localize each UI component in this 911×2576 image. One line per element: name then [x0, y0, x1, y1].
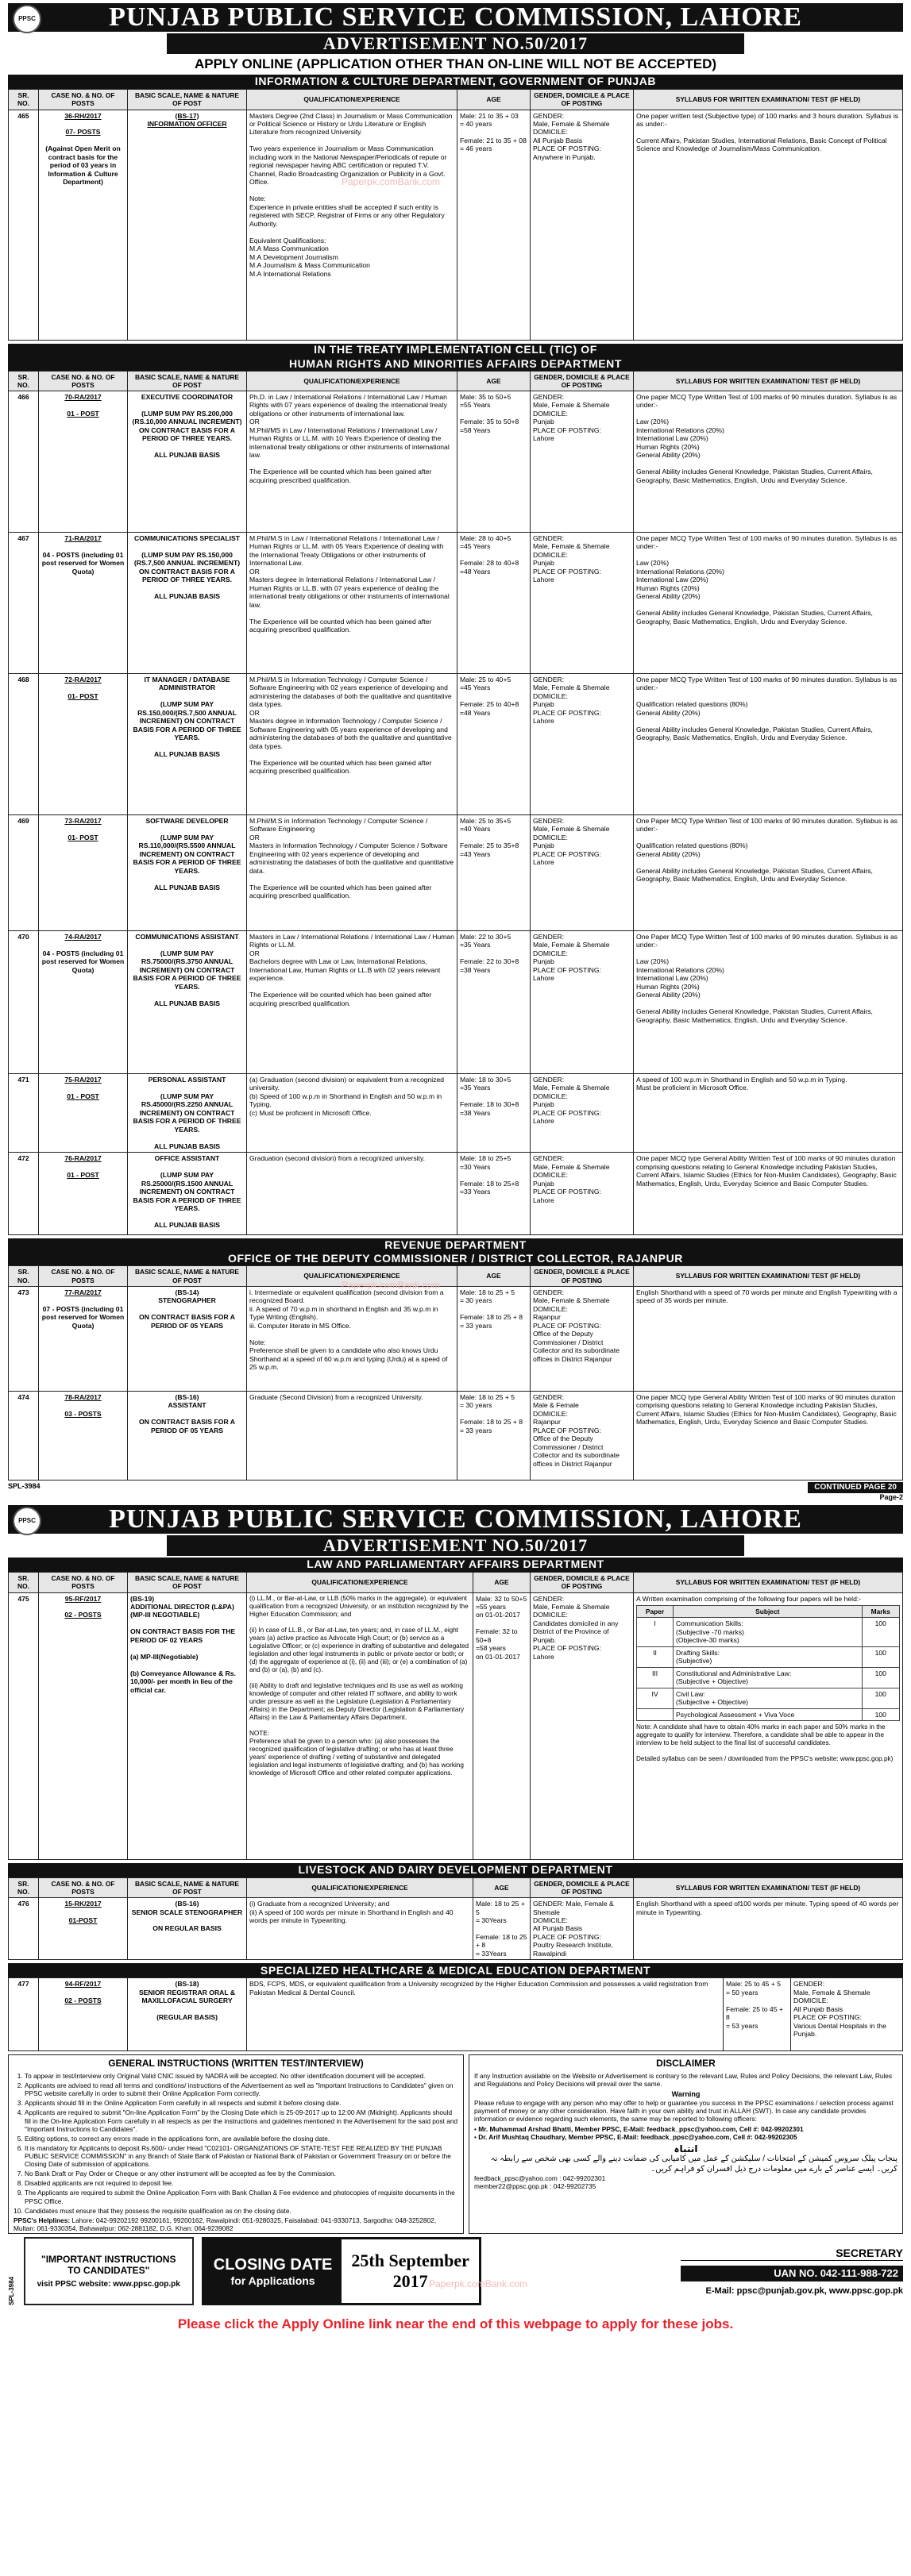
papers-table: Paper Subject Marks I Communication Skills: (Subjective -70 marks) (Objective-30 marks) 100 II Drafting Skills: (Subjective) 100 III Constitutional and Administrative Law: (Subjective + Objective) 100 IV Civil Law: (Subjective + Objective) 100 Psychological Assessment + Viva Voce 100 [636, 1605, 900, 1721]
commission-banner [8, 1505, 903, 1534]
department-heading: INFORMATION & CULTURE DEPARTMENT, GOVERNMENT OF PUNJAB [8, 75, 903, 89]
table-header: SR. NO. CASE NO. & NO. OF POSTS BASIC SCALE, NAME & NATURE OF POST QUALIFICATION/EXPERIENCE AGE GENDER, DOMICILE & PLACE OF POSTING SYLLABUS FOR WRITTEN EXAMINATION/ TEST (IF HELD) [9, 1573, 903, 1593]
watermark-text: Paperpk.comBank.com [342, 1280, 441, 1291]
instructions-section [8, 2054, 903, 2234]
disclaimer-box: DISCLAIMER If any Instruction available on the Website or Advertisement is contrary to the relevant Law, Rules and Policy Decisions, the relevant Law, Rules and Regulations and Policy Decisions will prevail over the same. Warning Please refuse to engage with any person who may offer to help or guarantee you success in the PPSC examinations / selection process against payment of money or any other consideration. Have faith in your own ability and trust in ALLAH (SWT). In case any candidate provides information or evidence regarding such elements, the same may be reported to following officers: • Mr. Muhammad Arshad Bhatti, Member PPSC, E-Mail: feedback_ppsc@yahoo.com, Cell #: 042-99202301 • Dr. Arif Mushtaq Chaudhary, Member PPSC, E-Mail: feedback_ppsc@yahoo.com, Cell #: 042-99202305 انتباہ پنجاب پبلک سروس کمیشن کے امتحانات / سلیکشن کے عمل میں کامیابی کی ضمانت دینے والے کسی بھی شخص سے رابطہ نہ کریں۔ ایسے عناصر کے بارے میں معلومات درج ذیل افسران کو فراہم کریں۔ feedback_ppsc@yahoo.com : 042-99202301 member22@ppsc.gop.pk : 042-99202735 [469, 2054, 903, 2234]
table-row: 470 74-RA/2017 04 - POSTS (including 01 post reserved for Women Quota) COMMUNICATIONS ASSISTANT (LUMP SUM PAY RS.75000/(RS.3750 ANNUAL INCREMENT) ON CONTRACT BASIS FOR A PERIOD OF THREE YEARS. ALL PUNJAB BASIS Masters in Law / International Relations / International Law / Human Rights or LL.M. OR Bachelors degree with Law or Law, International Relations, International Law, Human Rights or LL.B with 02 years relevant experience. The Experience will be counted which has been gained after acquiring prescribed qualification. Male: 22 to 30+5 =35 Years Female: 22 to 30+8 =38 Years GENDER: Male, Female & Shemale DOMICILE: Punjab PLACE OF POSTING: Lahore One Paper MCQ Type Written Test of 100 marks of 90 minutes duration. Syllabus is as under:- Law (20%) International Relations (20%) International Law (20%) Human Rights (20%) General Ability (20%) General Ability includes General Knowledge, Pakistan Studies, Current Affairs, Geography, Basic Mathematics, English, Urdu and Everyday Science. [9, 931, 903, 1074]
paper-row: II Drafting Skills: (Subjective) 100 [637, 1646, 900, 1667]
ppsc-logo: PPSC [13, 1507, 41, 1535]
apply-online-notice: APPLY ONLINE (APPLICATION OTHER THAN ON-LINE WILL NOT BE ACCEPTED) [194, 56, 717, 71]
department-heading: IN THE TREATY IMPLEMENTATION CELL (TIC) OF HUMAN RIGHTS AND MINORITIES AFFAIRS DEPARTMENT [8, 344, 903, 371]
posts-table [8, 89, 903, 341]
posts-table [8, 1572, 903, 1860]
department-heading: LIVESTOCK AND DAIRY DEVELOPMENT DEPARTMENT [8, 1863, 903, 1877]
posts-table [8, 1877, 903, 1961]
continued-label: CONTINUED PAGE 20 [808, 1482, 903, 1493]
table-header: SR. NO. CASE NO. & NO. OF POSTS BASIC SCALE, NAME & NATURE OF POST QUALIFICATION/EXPERIENCE AGE GENDER, DOMICILE & PLACE OF POSTING SYLLABUS FOR WRITTEN EXAMINATION/ TEST (IF HELD) [9, 371, 903, 391]
department-heading: SPECIALIZED HEALTHCARE & MEDICAL EDUCATION DEPARTMENT [8, 1963, 903, 1977]
closing-date-box: CLOSING DATE for Applications 25th September 2017 [202, 2237, 481, 2305]
advertisement-number: ADVERTISEMENT NO.50/2017 [167, 1535, 744, 1556]
page-number: Page-2 [879, 1493, 903, 1502]
ad-code: SPL-3984 [8, 1481, 41, 1490]
table-row: 469 73-RA/2017 01- POST SOFTWARE DEVELOPER (LUMP SUM PAY RS.110,000/(RS.5500 ANNUAL INCREMENT) ON CONTRACT BASIS FOR A PERIOD OF THREE YEARS. ALL PUNJAB BASIS M.Phil/M.S in Information Technology / Computer Science / Software Engineering OR Masters in Information Technology / Computer Science / Software Engineering with 02 years experience of developing and administrating the databases of both the qualitative and quantitative data. The Experience will be counted which has been gained after acquiring prescribed qualification. Male: 25 to 35+5 =40 Years Female: 25 to 35+8 =43 Years GENDER: Male, Female & Shemale DOMICILE: Punjab PLACE OF POSTING: Lahore One Paper MCQ Type Written Test of 100 marks of 90 minutes duration. Syllabus is as under:- Qualification related questions (80%) General Ability (20%) General Ability includes General Knowledge, Pakistan Studies, Current Affairs, Geography, Basic Mathematics, English, Urdu and Everyday Science. [9, 815, 903, 931]
table-header: SR. NO. CASE NO. & NO. OF POSTS BASIC SCALE, NAME & NATURE OF POST QUALIFICATION/EXPERIENCE AGE GENDER, DOMICILE & PLACE OF POSTING SYLLABUS FOR WRITTEN EXAMINATION/ TEST (IF HELD) [9, 90, 903, 110]
table-header: SR. NO. CASE NO. & NO. OF POSTS BASIC SCALE, NAME & NATURE OF POST QUALIFICATION/EXPERIENCE AGE GENDER, DOMICILE & PLACE OF POSTING SYLLABUS FOR WRITTEN EXAMINATION/ TEST (IF HELD) [9, 1266, 903, 1287]
ppsc-logo: PPSC [13, 5, 41, 33]
commission-banner [8, 3, 903, 32]
department-heading: LAW AND PARLIAMENTARY AFFAIRS DEPARTMENT [8, 1558, 903, 1572]
table-row: 477 94-RF/2017 02 - POSTS (BS-18) SENIOR REGISTRAR ORAL & MAXILLOFACIAL SURGERY (REGULAR BASIS) BDS, FCPS, MDS, or equivalent qualification from a University recognized by the Higher Education Commission and possesses a valid registration from Pakistan Medical & Dental Council. Male: 25 to 45 + 5 = 50 years Female: 25 to 45 + 8 = 53 years GENDER: Male, Female & Shemale DOMICILE: All Punjab Basis PLACE OF POSTING: Various Dental Hospitals in the Punjab. [9, 1978, 903, 2051]
paper-row: IV Civil Law: (Subjective + Objective) 100 [637, 1688, 900, 1708]
table-row: 476 15-RK/2017 01-POST (BS-16) SENIOR SCALE STENOGRAPHER ON REGULAR BASIS (i) Graduate from a recognized University; and (ii) A speed of 100 words per minute in Shorthand in English and 40 words per minute in Typewriting. Male: 18 to 25 + 5 = 30Years Female: 18 to 25 + 8 = 33Years GENDER: Male, Female & Shemale DOMICILE: All Punjab Basis PLACE OF POSTING: Poultry Research Institute, Rawalpindi English Shorthand with a speed of100 words per minute. Typing speed of 40 words per minute in Typewriting. [9, 1898, 903, 1960]
commission-title: PUNJAB PUBLIC SERVICE COMMISSION, LAHORE [109, 1504, 802, 1534]
table-header: SR. NO. CASE NO. & NO. OF POSTS BASIC SCALE, NAME & NATURE OF POST QUALIFICATION/EXPERIENCE AGE GENDER, DOMICILE & PLACE OF POSTING SYLLABUS FOR WRITTEN EXAMINATION/ TEST (IF HELD) [9, 1877, 903, 1898]
paper-row: Psychological Assessment + Viva Voce 100 [637, 1708, 900, 1720]
table-row: 465 36-RH/2017 07- POSTS (Against Open Merit on contract basis for the period of 03 years in Information & Culture Department) (BS-17) INFORMATION OFFICER Masters Degree (2nd Class) in Journalism or Mass Communication or Political Science or History or Urdu Literature or English Literature from recognized University. Two years experience in Journalism or Mass Communication including work in the National Newspaper/Periodicals of repute or regional newspaper having ABC certification or reputed T.V. Channel, Radio Broadcasting Organization or Publicity in a Govt. Office. Note: Experience in private entities shall be accepted if such entity is registered with SECP, Registrar of Firms or any other Regulatory Authority. Equivalent Qualifications: M.A Mass Communication M.A Development Journalism M.A Journalism & Mass Communication M.A International Relations Male: 21 to 35 + 03 = 40 years Female: 21 to 35 + 08 = 46 years GENDER: Male, Female & Shemale DOMICILE: All Punjab Basis PLACE OF POSTING: Anywhere in Punjab. One paper written test (Subjective type) of 100 marks and 3 hours duration. Syllabus is as under:- Current Affairs, Pakistan Studies, International Relations, Basic Concept of Political Science and Knowledge of Journalism/Mass Communication. [9, 110, 903, 340]
table-row: 474 78-RA/2017 03 - POSTS (BS-16) ASSISTANT ON CONTRACT BASIS FOR A PERIOD OF 05 YEARS Graduate (Second Division) from a recognized University. Male: 18 to 25 + 5 = 30 years Female: 18 to 25 + 8 = 33 years GENDER: Male & Female DOMICILE: Rajanpur PLACE OF POSTING: Office of the Deputy Commissioner / District Collector and its subordinate offices in District Rajanpur One paper MCQ type General Ability Written Test of 100 marks of 90 minutes duration comprising questions relating to General Knowledge including Pakistan Studies, Current Affairs, Islamic Studies (Ethics for Non-Muslim Candidates), Geography, Basic Mathematics, English, Urdu, Everyday Science and Basic Computer Studies. [9, 1391, 903, 1480]
table-row: 467 71-RA/2017 04 - POSTS (including 01 post reserved for Women Quota) COMMUNICATIONS SPECIALIST (LUMP SUM PAY RS.150,000 (RS.7,500 ANNUAL INCREMENT) ON CONTRACT BASIS FOR A PERIOD OF THREE YEARS. ALL PUNJAB BASIS M.Phil/M.S in Law / International Relations / International Law / Human Rights or LL.M. with 05 Years Experience of dealing with the International Treaty Obligations or other instruments of International Law. OR Masters degree in International Relations / International Law / Human Rights or LL.B. with 07 years experience of dealing the international treaty obligations or other instruments of international law. The Experience will be counted which has been gained after acquiring prescribed qualification. Male: 28 to 40+5 =45 Years Female: 28 to 40+8 =48 Years GENDER: Male, Female & Shemale DOMICILE: Punjab PLACE OF POSTING: Lahore One paper MCQ Type Written Test of 100 marks of 90 minutes duration. Syllabus is as under:- Law (20%) International Relations (20%) International Law (20%) Human Rights (20%) General Ability (20%) General Ability includes General Knowledge, Pakistan Studies, Current Affairs, Geography, Basic Mathematics, English, Urdu and Everyday Science. [9, 533, 903, 674]
posts-table [8, 1977, 903, 2051]
paper-row: III Constitutional and Administrative Law: (Subjective + Objective) 100 [637, 1667, 900, 1688]
posts-table [8, 1265, 903, 1481]
watermark-text: Paperpk.comBank.com [342, 176, 441, 187]
table-row: 468 72-RA/2017 01- POST IT MANAGER / DATABASE ADMINISTRATOR (LUMP SUM PAY RS.150,000/(RS.7,500 ANNUAL INCREMENT) ON CONTRACT BASIS FOR A PERIOD OF THREE YEARS. ALL PUNJAB BASIS M.Phil/M.S in Information Technology / Computer Science / Software Engineering with 02 years experience of developing and administering the databases of both the qualitative and quantitative data types. OR Masters degree in Information Technology / Computer Science / Software Engineering with 05 years experience of developing and administering the databases of both the qualitative and quantitative data types. The Experience will be counted which has been gained after acquiring prescribed qualification. Male: 25 to 40+5 =45 Years Female: 25 to 40+8 =48 Years GENDER: Male, Female & Shemale DOMICILE: Punjab PLACE OF POSTING: Lahore One paper MCQ Type Written Test of 100 marks of 90 minutes duration. Syllabus is as under:- Qualification related questions (80%) General Ability (20%) General Ability includes General Knowledge, Pakistan Studies, Current Affairs, Geography, Basic Mathematics, English, Urdu and Everyday Science. [9, 674, 903, 815]
table-row: 473 77-RA/2017 07 - POSTS (including 01 post reserved for Women Quota) (BS-14) STENOGRAPHER ON CONTRACT BASIS FOR A PERIOD OF 05 YEARS i. Intermediate or equivalent qualification (second division from a recognized Board. ii. A speed of 70 w.p.m in shorthand in English and 35 w.p.m in Type Writing (English). iii. Computer literate in MS Office. Note: Preference shall be given to a candidate who also knows Urdu Shorthand at a speed of 60 w.p.m and typing (Urdu) at a speed of 25 w.p.m. Male: 18 to 25 + 5 = 30 years Female: 18 to 25 + 8 = 33 years GENDER: Male, Female & Shemale DOMICILE: Rajanpur PLACE OF POSTING: Office of the Deputy Commissioner / District Collector and its subordinate offices in District Rajanpur English Shorthand with a speed of 70 words per minute and English Typewriting with a speed of 35 words per minute. [9, 1286, 903, 1391]
posts-table [8, 371, 903, 1236]
paper-row: I Communication Skills: (Subjective -70 marks) (Objective-30 marks) 100 [637, 1618, 900, 1646]
table-row: 475 95-RF/2017 02 - POSTS (BS-19) ADDITIONAL DIRECTOR (L&PA) (MP-III NEGOTIABLE) ON CONTRACT BASIS FOR THE PERIOD OF 02 YEARS (a) MP-III(Negotiable) (b) Conveyance Allowance & Rs. 10,000/- per month in lieu of the official car. (i) LL.M., or Bar-at-Law, or LLB (50% marks in the aggregate), or equivalent qualification from a recognized University, or an institution recognized by the Higher Education Commission; and (ii) In case of LL.B., or Bar-at-Law, ten years; and, in case of LL.M., eight years (a) active practice as Advocate High Court; or (b) service as a Legislative Officer; or (c) experience in drafting of substantive and delegated legislation and other legal instruments in public or private sector or both; or (d) the aggregate of experience at (i), (ii) and (iii); or (e) a combination of (a) and (b) or (a), (b) and (c). (iii) Ability to draft and legislative techniques and its use as well as working knowledge of computer and other related IT software, and ability to work under pressure as well as the Legislature (Legislation & Parliamentary Affairs) in the Department; as Deputy Director (Legislation & Parliamentary Affairs) in the Law & Parliamentary Affairs Department. NOTE: Preference shall be given to a person who: (a) also possesses the recognized qualification of legislative drafting; or who has at least three years' experience of drafting / vetting of substantive and delegated legislation and legal instruments of legislative drafting; and (b) has working knowledge of Microsoft Office and other related computer applications. Male: 32 to 50+5 =55 years on 01-01-2017 Female: 32 to 50+8 =58 years on 01-01-2017 GENDER: Male, Female & Shemale DOMICILE: Candidates domiciled in any District of the Province of Punjab. PLACE OF POSTING: Lahore A Written examination comprising of the following four papers will be held:- Paper Subject Marks I Communication Skills: (Subjective -70 marks) (Objective-30 marks) 100 II Drafting Skills: (Subjective) 100 III Constitutional and Administrative Law: (Subjective + Objective) 100 IV Civil Law: (Subjective + Objective) 100 Psychological Assessment + Viva Voce 100 Note: A candidate shall have to obtain 40% marks in each paper and 50% marks in the aggregate to qualify for interview. Therefore, a candidate shall be able to appear in the interview to be held subject to the final list of successful candidates. Detailed syllabus can be seen / downloaded from the PPSC's website: www.ppsc.gop.pk) [9, 1592, 903, 1859]
apply-online-note: Please click the Apply Online link near the end of this webpage to apply for these jobs. [177, 2316, 734, 2332]
table-row: 466 70-RA/2017 01 - POST EXECUTIVE COORDINATOR (LUMP SUM PAY RS.200,000 (RS.10,000 ANNUAL INCREMENT) ON CONTRACT BASIS FOR A PERIOD OF THREE YEARS. ALL PUNJAB BASIS Ph.D. in Law / International Relations / International Law / Human Rights with 07 years experience of dealing the international treaty obligations or other instruments of international law. OR M.Phil/MS in Law / International Relations / International Law / Human Rights or LL.M. with 10 Years Experience of dealing the international treaty obligations or other instruments of international law. The Experience will be counted which has been gained after acquiring prescribed qualification. Male: 35 to 50+5 =55 Years Female: 35 to 50+8 =58 Years GENDER: Male, Female & Shemale DOMICILE: Punjab PLACE OF POSTING: Lahore One paper MCQ Type Written Test of 100 marks of 90 minutes duration. Syllabus is as under:- Law (20%) International Relations (20%) International Law (20%) Human Rights (20%) General Ability (20%) General Ability includes General Knowledge, Pakistan Studies, Current Affairs, Geography, Basic Mathematics, English, Urdu and Everyday Science. [9, 391, 903, 533]
general-instructions: GENERAL INSTRUCTIONS (WRITTEN TEST/INTERVIEW) 1. To appear in test/interview only Original Valid CNIC issued by NADRA will be accepted. No other identification document will be accepted. 2. Applicants are advised to read all terms and conditions/ instructions of the Advertisement as well as "Important Instructions to Candidates" given on PPSC website carefully in order to submit their Online Application Form correctly. 3. Applicants should fill in the Online Application Form carefully in all respects and submit it before closing date. 4. Applicants are required to submit "On-line Application Form" by the Closing Date which is 25-09-2017 up to 12:00 AM (Midnight). Applicants should fill in the On-line Application Form carefully in all respects as per the instructions and guidelines mentioned in the Advertisement for the said post and "Important Instructions to Candidates". 5. Editing options, to correct any errors made in the applications form, are available before the closing date. 6. It is mandatory for Applicants to deposit Rs.600/- under Head "C02101- ORGANIZATIONS OF STATE-TEST FEE REALIZED BY THE PUNJAB PUBLIC SERVICE COMMISSION" in any Branch of State Bank of Pakistan or National Bank of Pakistan or Government Treasury on or before the Closing Date of submission of applications. 7. No Bank Draft or Pay Order or Cheque or any other instrument will be accepted as fee by the Commission. 8. Disabled applicants are not required to deposit fee. 9. The Applicants are required to submit the Online Application Form with Bank Challan & Fee evidence and photocopies of requisite documents in the PPSC Office. 10. Candidates must ensure that they possess the requisite qualification as on the closing date. PPSC's Helplines: Lahore: 042-99202192 99200161, 99200162, Rawalpindi: 051-9280325, Faisalabad: 041-9330713, Sargodha: 048-3252802, Multan: 061-9330354, Bahawalpur: 062-2881182, D.G. Khan: 064-9239082 [8, 2054, 464, 2234]
advertisement-number: ADVERTISEMENT NO.50/2017 [167, 33, 744, 54]
table-row: 471 75-RA/2017 01 - POST PERSONAL ASSISTANT (LUMP SUM PAY RS.45000/(RS.2250 ANNUAL INCREMENT) ON CONTRACT BASIS FOR A PERIOD OF THREE YEARS. ALL PUNJAB BASIS (a) Graduation (second division) or equivalent from a recognized university. (b) Speed of 100 w.p.m in Shorthand in English and 50 w.p.m in Typing. (c) Must be proficient in Microsoft Office. Male: 18 to 30+5 =35 Years Female: 18 to 30+8 =38 Years GENDER: Male, Female & Shemale DOMICILE: Punjab PLACE OF POSTING: Lahore A speed of 100 w.p.m in Shorthand in English and 50 w.p.m in Typing. Must be proficient in Microsoft Office. [9, 1074, 903, 1153]
ad-code: SPL-3984 [8, 2277, 15, 2306]
table-row: 472 76-RA/2017 01 - POST OFFICE ASSISTANT (LUMP SUM PAY RS.25000/(RS.1500 ANNUAL INCREMENT) ON CONTRACT BASIS FOR A PERIOD OF THREE YEARS. ALL PUNJAB BASIS Graduation (second division) from a recognized university. Male: 18 to 25+5 =30 Years Female: 18 to 25+8 =33 Years GENDER: Male, Female & Shemale DOMICILE: Punjab PLACE OF POSTING: Lahore One paper MCQ type General Ability Written Test of 100 marks of 90 minutes duration comprising questions relating to General Knowledge including Pakistan Studies, Current Affairs, Islamic Studies (Ethics for Non-Muslim Candidates), Geography, Basic Mathematics, English, Urdu, Everyday Science and Basic Computer Studies. [9, 1153, 903, 1235]
important-instructions-box: "IMPORTANT INSTRUCTIONS TO CANDIDATES" visit PPSC website: www.ppsc.gop.pk [24, 2237, 194, 2305]
department-heading: REVENUE DEPARTMENT OFFICE OF THE DEPUTY COMMISSIONER / DISTRICT COLLECTOR, RAJANPUR [8, 1238, 903, 1265]
commission-title: PUNJAB PUBLIC SERVICE COMMISSION, LAHORE [109, 2, 802, 33]
page-footer [8, 1482, 903, 1493]
bottom-strip [8, 2237, 903, 2305]
watermark-text: Paperpk.comBank.com [429, 2278, 528, 2289]
secretary-block: SECRETARY UAN NO. 042-111-988-722 E-Mail: ppsc@punjab.gov.pk, www.ppsc.gop.pk [681, 2237, 903, 2305]
